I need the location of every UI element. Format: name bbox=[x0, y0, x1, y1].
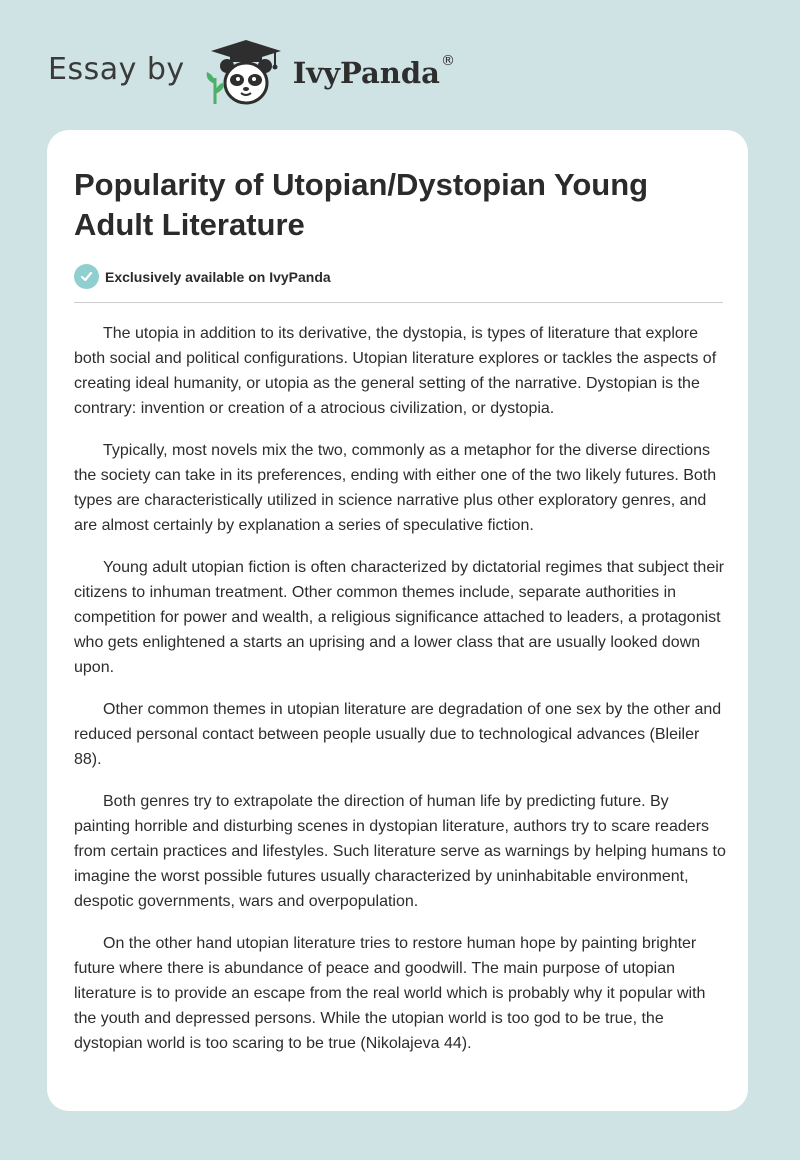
brand-registered-mark: ® bbox=[440, 53, 455, 69]
paragraph: Typically, most novels mix the two, commonly as a metaphor for the diverse directions the society can take in its preferences, ending with either one of the two likely futures. Both types are characteristically utilized in science narrative plus other exploratory genres, and are almost certainly by explanation a series of speculative fiction. bbox=[74, 442, 717, 534]
brand-name: IvyPanda bbox=[292, 56, 440, 90]
checkmark-icon bbox=[80, 270, 93, 283]
article-title: Popularity of Utopian/Dystopian Young Adult Literature bbox=[74, 167, 649, 242]
exclusive-badge bbox=[74, 264, 331, 289]
paragraph: Young adult utopian fiction is often characterized by dictatorial regimes that subject their citizens to inhuman treatment. Other common themes include, separate authorities in competition for power and wealth, a religious significance attached to leaders, a protagonist who gets enlightened a starts an uprising and a lower class that are usually looked down upon. bbox=[74, 559, 725, 676]
brand-prefix: Essay by bbox=[48, 51, 185, 87]
brand-header[interactable] bbox=[48, 38, 455, 108]
panda-logo-icon bbox=[203, 38, 289, 108]
article-body bbox=[74, 321, 726, 1073]
article-card bbox=[47, 130, 748, 1111]
paragraph: Both genres try to extrapolate the direction of human life by predicting future. By painting horrible and disturbing scenes in dystopian literature, authors try to scare readers from certain practices and lifestyles. Such literature serve as warnings by helping humans to imagine the worst possible futures usually characterized by uninhabitable environment, despotic governments, wars and overpopulation. bbox=[74, 793, 726, 910]
paragraph: On the other hand utopian literature tries to restore human hope by painting brighter future where there is abundance of peace and goodwill. The main purpose of utopian literature is to provide an escape from the real world which is probably why it popular with the youth and depressed persons. While the utopian world is too god to be true, the dystopian world is too scaring to be true (Nikolajeva 44). bbox=[74, 935, 706, 1052]
check-circle-icon bbox=[74, 264, 99, 289]
exclusive-badge-label: Exclusively available on IvyPanda bbox=[105, 268, 331, 285]
paragraph: The utopia in addition to its derivative, the dystopia, is types of literature that explore both social and political configurations. Utopian literature explores or tackles the aspects of creating ideal humanity, or utopia as the general setting of the narrative. Dystopian is the contrary: invention or creation of a atrocious civilization, or dystopia. bbox=[74, 325, 717, 417]
paragraph: Other common themes in utopian literature are degradation of one sex by the other and reduced personal contact between people usually due to technological advances (Bleiler 88). bbox=[74, 701, 722, 768]
divider bbox=[74, 302, 723, 303]
